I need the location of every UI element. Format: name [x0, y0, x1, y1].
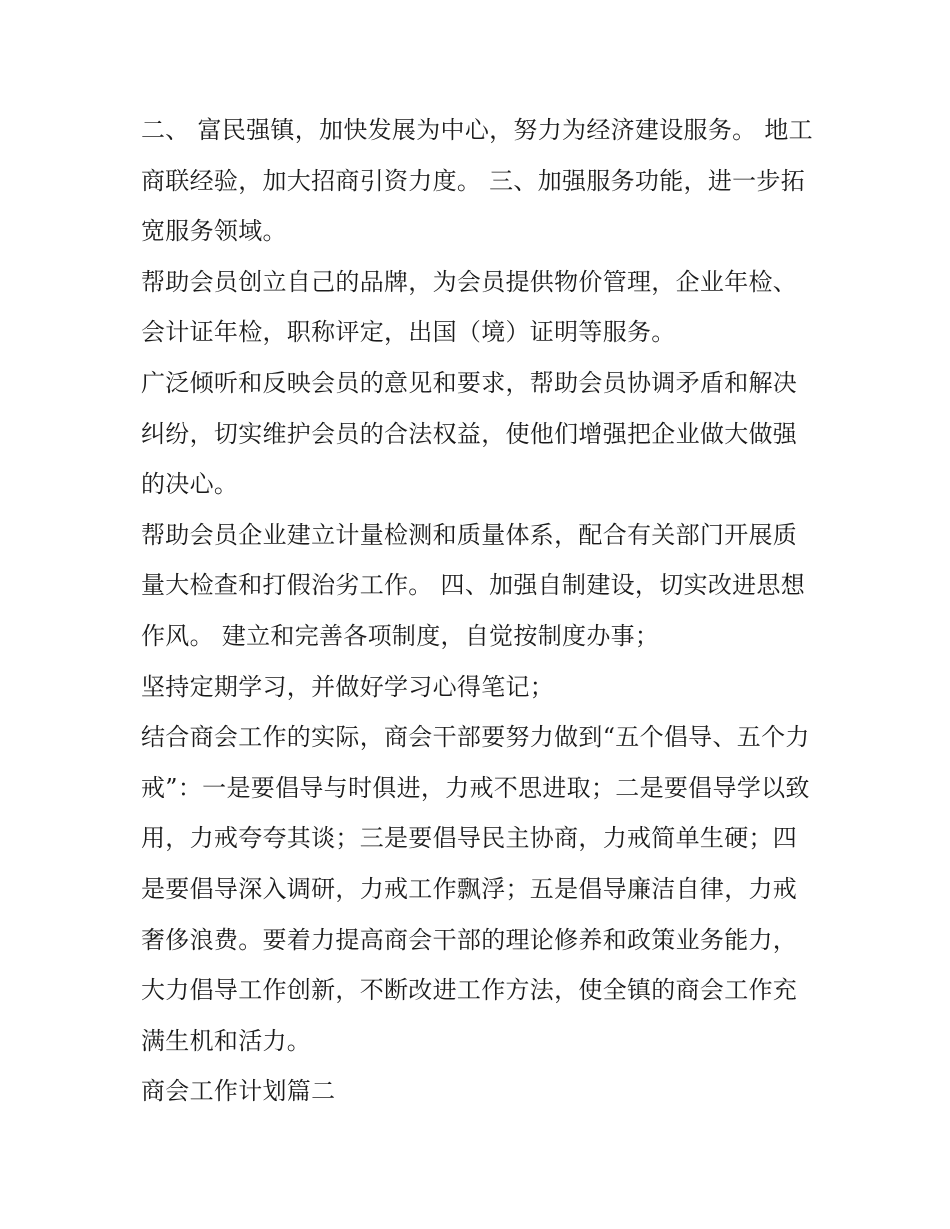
paragraph-section-two: 二、 富民强镇，加快发展为中心，努力为经济建设服务。 地工商联经验，加大招商引资力度。 三、加强服务功能，进一步拓宽服务领域。 [141, 116, 813, 246]
paragraph-quality-system: 帮助会员企业建立计量检测和质量体系，配合有关部门开展质量大检查和打假治劣工作。 四、加强自制建设，切实改进思想作风。 建立和完善各项制度，自觉按制度办事； [141, 520, 806, 650]
paragraph-regular-study: 坚持定期学习，并做好学习心得笔记； [141, 672, 555, 701]
paragraph-five-advocates: 结合商会工作的实际，商会干部要努力做到“五个倡导、五个力戒”：一是要倡导与时俱进，力戒不思进取；二是要倡导学以致用，力戒夸夸其谈；三是要倡导民主协商，力戒简单生硬；四是要倡导深入调研，力戒工作飘浮；五是倡导廉洁自律，力戒奢侈浪费。要着力提高商会干部的理论修养和政策业务能力，大力倡导工作创新，不断改进工作方法，使全镇的商会工作充满生机和活力。 [141, 723, 810, 1055]
paragraph-brand-services: 帮助会员创立自己的品牌，为会员提供物价管理，企业年检、会计证年检，职称评定，出国（境）证明等服务。 [141, 267, 798, 347]
section-heading-plan-two: 商会工作计划篇二 [141, 1077, 336, 1106]
document-page [141, 105, 813, 1117]
paragraph-member-rights: 广泛倾听和反映会员的意见和要求，帮助会员协调矛盾和解决纠纷，切实维护会员的合法权益，使他们增强把企业做大做强的决心。 [141, 368, 798, 499]
